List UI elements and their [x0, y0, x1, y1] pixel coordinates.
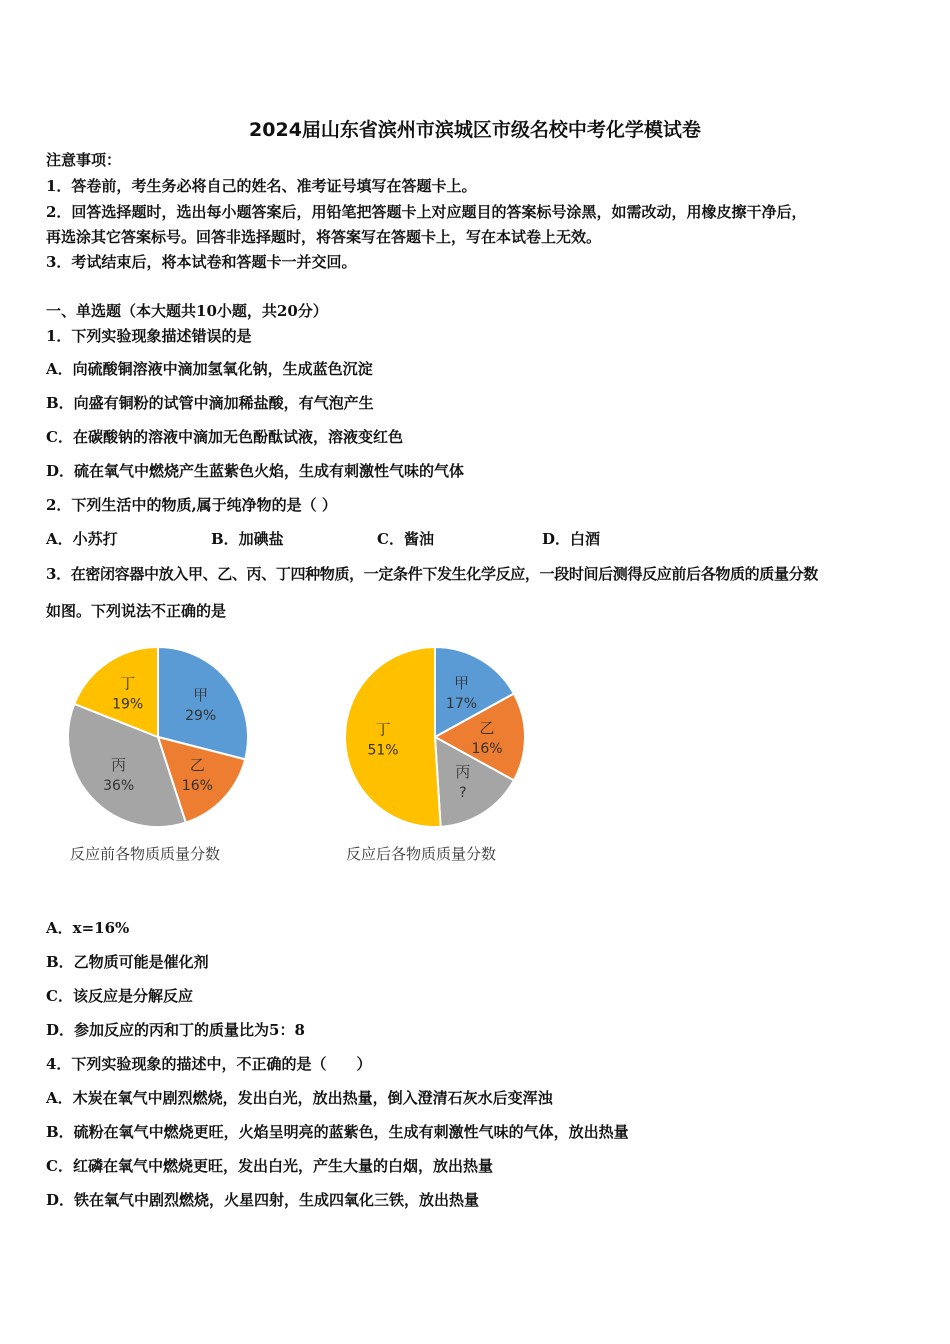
q4-option-b: B．硫粉在氧气中燃烧更旺，火焰呈明亮的蓝紫色，生成有刺激性气味的气体，放出热量: [46, 1123, 629, 1141]
q1-stem: 1．下列实验现象描述错误的是: [46, 327, 252, 345]
page-title: 2024届山东省滨州市滨城区市级名校中考化学模试卷: [249, 119, 701, 141]
pie-slice: [345, 647, 441, 827]
q3-option-c: C．该反应是分解反应: [46, 987, 193, 1005]
slice-name-label: 甲: [193, 685, 209, 704]
slice-name-label: 甲: [453, 674, 469, 693]
slice-value-label: 17%: [445, 696, 478, 713]
q3-option-d: D．参加反应的丙和丁的质量比为5：8: [46, 1021, 305, 1039]
notice-item-3: 3．考试结束后，将本试卷和答题卡一并交回。: [46, 253, 357, 271]
notice-item-1: 1．答卷前，考生务必将自己的姓名、准考证号填写在答题卡上。: [46, 177, 477, 195]
q1-option-d: D．硫在氧气中燃烧产生蓝紫色火焰，生成有刺激性气味的气体: [46, 462, 465, 480]
q2-option-a: A．小苏打: [46, 530, 118, 548]
q2-option-c: C．酱油: [377, 530, 434, 548]
q1-option-b: B．向盛有铜粉的试管中滴加稀盐酸，有气泡产生: [46, 394, 374, 412]
q3-option-b: B．乙物质可能是催化剂: [46, 953, 209, 971]
q1-option-c: C．在碳酸钠的溶液中滴加无色酚酞试液，溶液变红色: [46, 428, 403, 446]
q2-stem: 2．下列生活中的物质,属于纯净物的是（ ）: [46, 496, 337, 514]
slice-value-label: ?: [459, 784, 467, 801]
slice-value-label: 19%: [112, 696, 144, 713]
slice-value-label: 51%: [367, 742, 399, 759]
slice-name-label: 丙: [455, 762, 471, 781]
q2-option-b: B．加碘盐: [211, 530, 284, 548]
slice-name-label: 丁: [120, 674, 136, 693]
notice-item-2-cont: 再选涂其它答案标号。回答非选择题时，将答案写在答题卡上，写在本试卷上无效。: [46, 228, 602, 246]
slice-name-label: 丙: [111, 755, 127, 774]
section-heading: 一、单选题（本大题共10小题，共20分）: [46, 302, 328, 320]
q4-option-c: C．红磷在氧气中燃烧更旺，发出白光，产生大量的白烟，放出热量: [46, 1157, 493, 1175]
slice-value-label: 29%: [185, 707, 217, 724]
slice-value-label: 16%: [181, 777, 213, 794]
q1-option-a: A．向硫酸铜溶液中滴加氢氧化钠，生成蓝色沉淀: [46, 360, 373, 378]
q4-option-d: D．铁在氧气中剧烈燃烧，火星四射，生成四氧化三铁，放出热量: [46, 1191, 480, 1209]
slice-value-label: 36%: [103, 777, 135, 794]
q3-option-a: A．x=16%: [46, 919, 130, 937]
q4-option-a: A．木炭在氧气中剧烈燃烧，发出白光，放出热量，倒入澄清石灰水后变浑浊: [46, 1089, 553, 1107]
q3-stem-line1: 3．在密闭容器中放入甲、乙、丙、丁四种物质，一定条件下发生化学反应，一段时间后测得反应前后各物质的质量分数: [46, 565, 818, 583]
slice-name-label: 丁: [375, 720, 391, 739]
slice-name-label: 乙: [189, 755, 205, 774]
pie-chart-before: [58, 637, 258, 837]
notice-heading: 注意事项：: [46, 151, 122, 169]
slice-name-label: 乙: [479, 719, 495, 737]
q3-stem-line2: 如图。下列说法不正确的是: [46, 602, 227, 620]
q4-stem: 4．下列实验现象的描述中，不正确的是（ ）: [46, 1055, 372, 1073]
notice-item-2: 2．回答选择题时，选出每小题答案后，用铅笔把答题卡上对应题目的答案标号涂黑，如需改动，用橡皮擦干净后，: [46, 203, 807, 221]
pie-after-caption: 反应后各物质质量分数: [346, 845, 497, 863]
slice-value-label: 16%: [471, 741, 503, 757]
pie-before-caption: 反应前各物质质量分数: [70, 845, 221, 863]
q2-option-d: D．白酒: [542, 530, 601, 548]
pie-chart-after: [335, 637, 535, 837]
